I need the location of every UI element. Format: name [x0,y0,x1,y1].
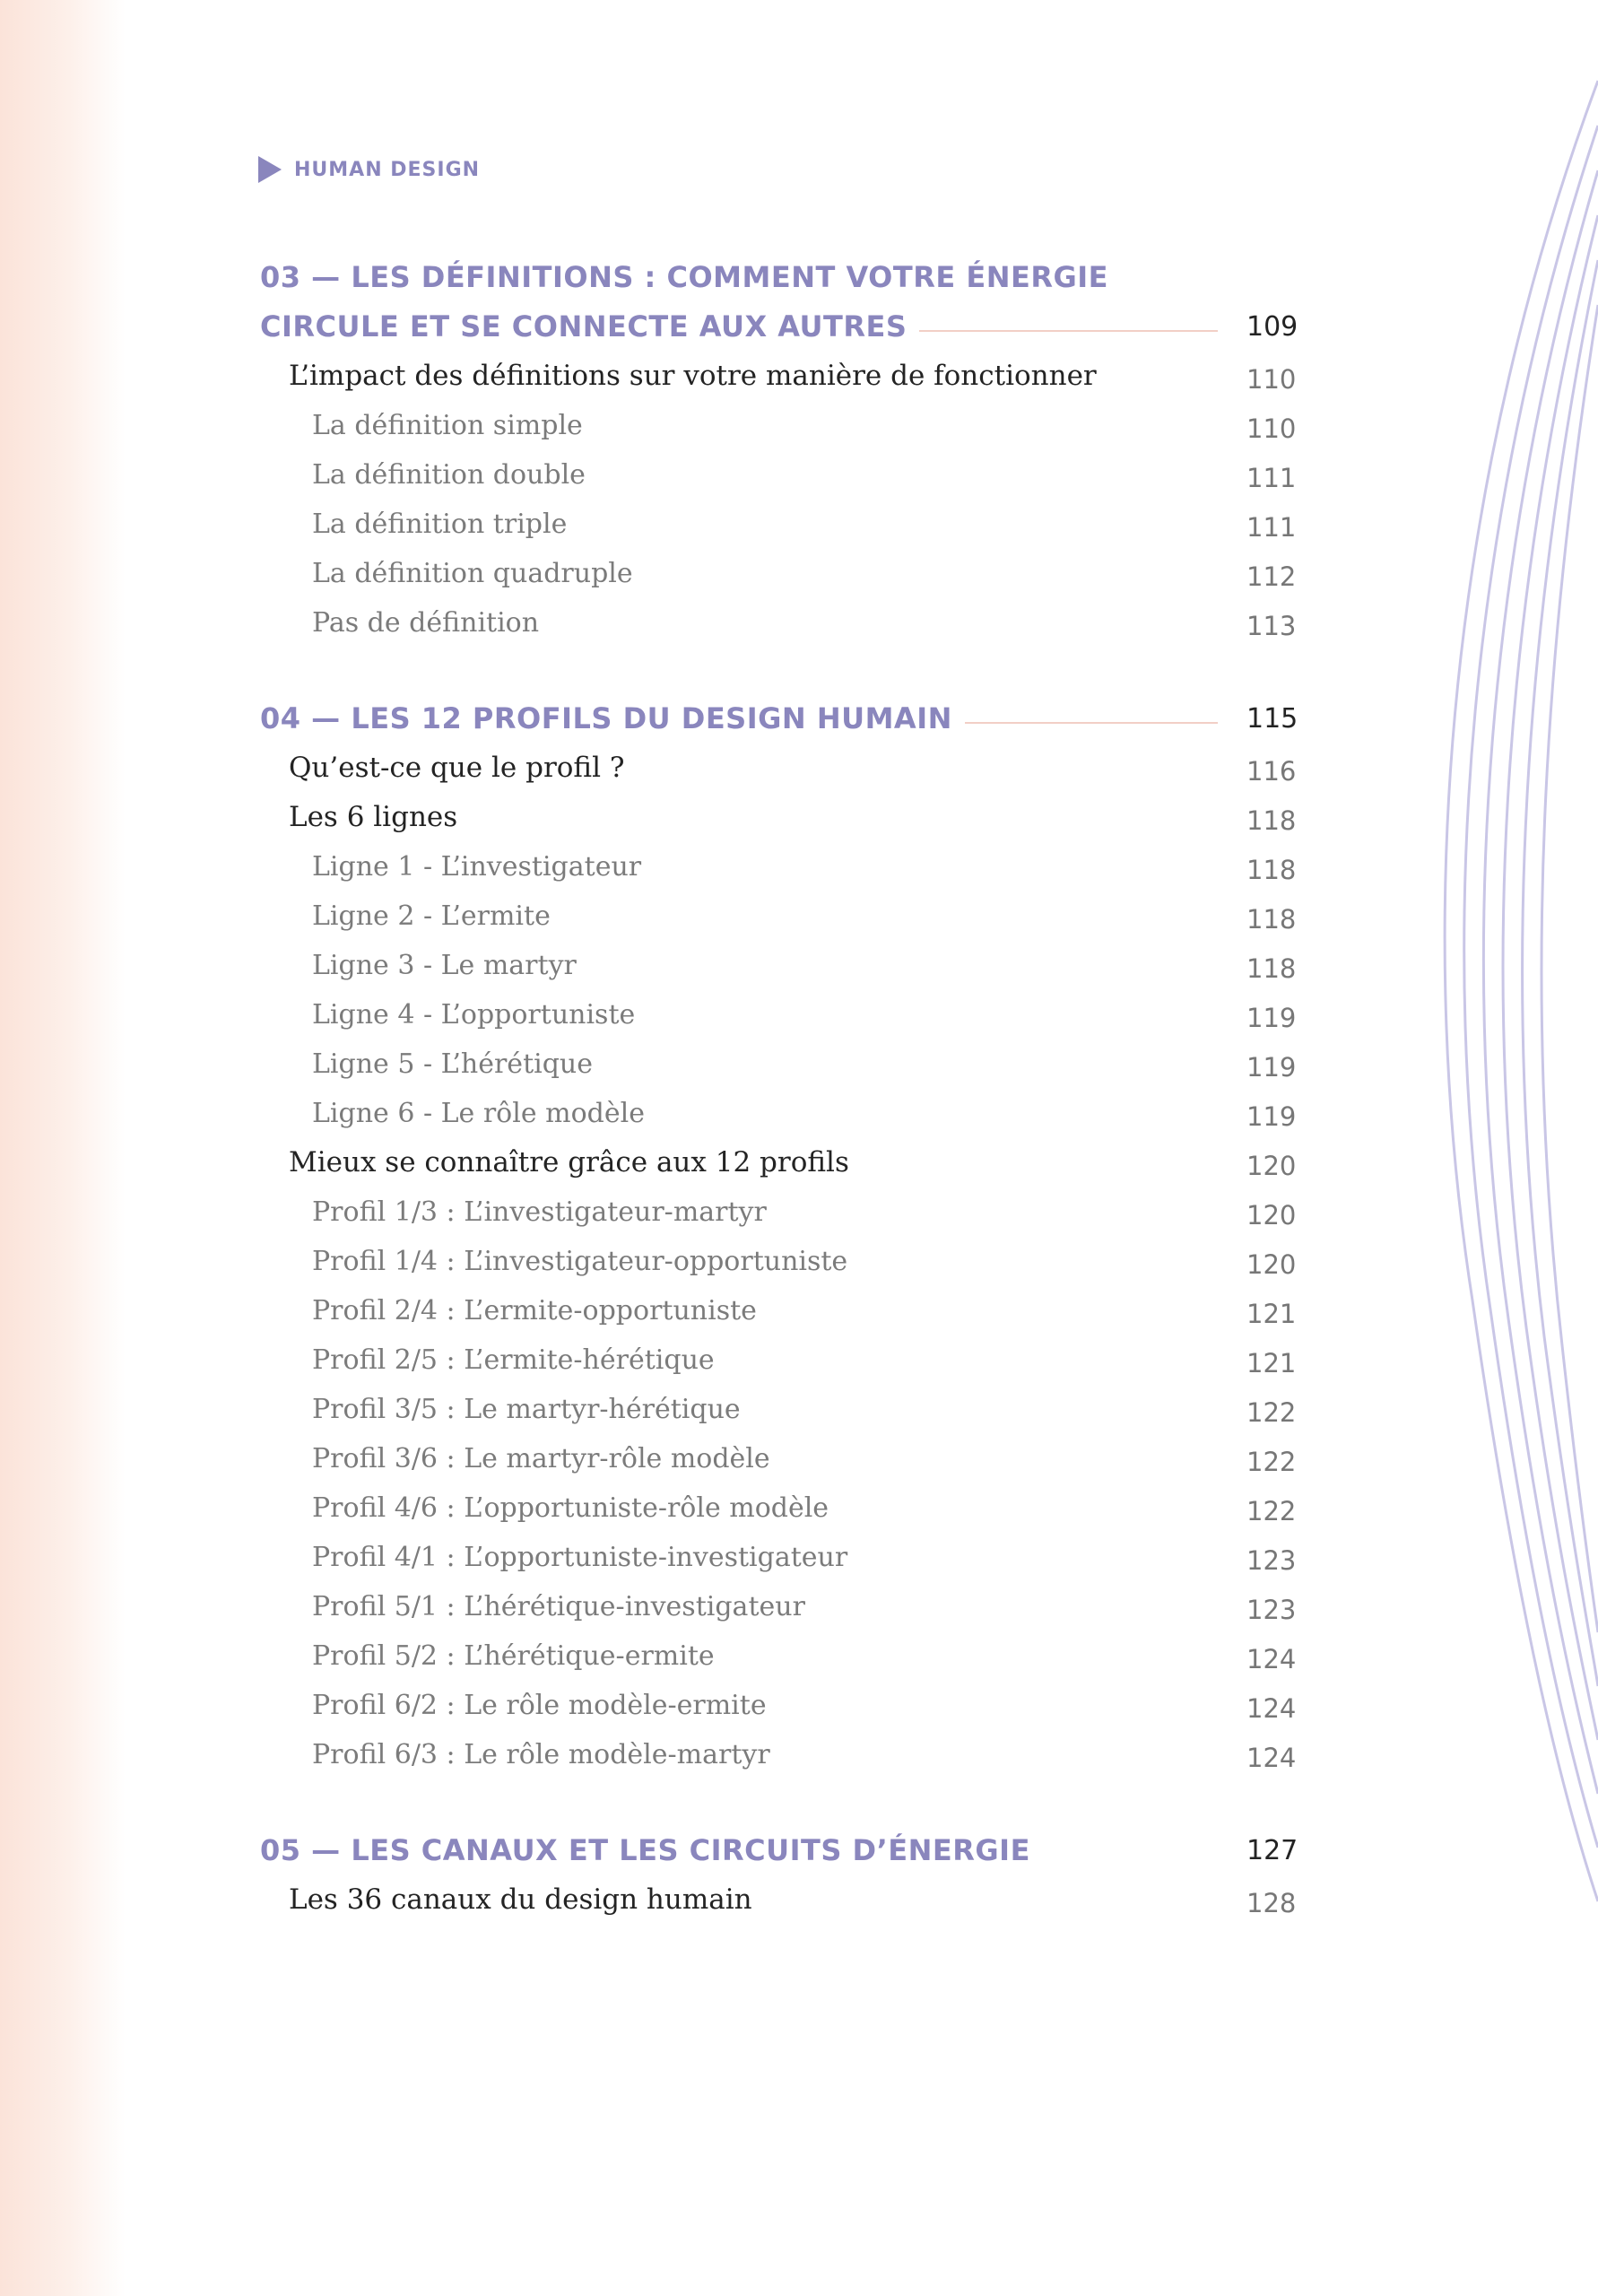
toc-subentry [260,1385,1318,1434]
toc-subentry [260,1582,1318,1631]
toc-subentry [260,1335,1318,1385]
entry-title: Profil 4/6 : L’opportuniste-rôle modèle [312,1492,829,1524]
entry-title: Profil 3/6 : Le martyr-rôle modèle [312,1443,770,1474]
entry-title: Ligne 4 - L’opportuniste [312,999,636,1031]
toc-entry [260,793,1318,842]
toc-subentry [260,891,1318,941]
entry-page-number: 112 [1246,561,1297,592]
chapter-03 [260,253,1318,648]
toc-subentry [260,598,1318,648]
entry-page-number: 110 [1246,413,1297,444]
chapter-heading [260,253,1318,352]
entry-title: Profil 3/5 : Le martyr-hérétique [312,1394,741,1425]
entry-title: Les 36 canaux du design humain [289,1883,752,1916]
decorative-wave-lines [1383,0,1598,2296]
entry-page-number: 118 [1246,953,1297,984]
running-head [258,156,480,183]
entry-page-number: 122 [1246,1496,1297,1526]
entry-page-number: 118 [1246,855,1297,885]
toc-entry [260,1875,1318,1925]
toc-subentry [260,1533,1318,1582]
entry-title: Ligne 3 - Le martyr [312,950,577,981]
entry-page-number: 121 [1246,1299,1297,1329]
toc-subentry [260,1730,1318,1779]
table-of-contents [260,253,1318,1925]
entry-title: Pas de définition [312,607,540,639]
toc-subentry [260,842,1318,891]
entry-page-number: 118 [1246,805,1297,836]
entry-page-number: 113 [1246,611,1297,641]
entry-page-number: 124 [1246,1743,1297,1773]
chapter-heading [260,1826,1318,1875]
entry-title: Ligne 1 - L’investigateur [312,851,642,883]
page-edge-tint [0,0,126,2296]
chapter-title-line1: 03 — LES DÉFINITIONS : COMMENT VOTRE ÉNERGIE [260,260,1108,294]
entry-title: Mieux se connaître grâce aux 12 profils [289,1146,849,1178]
toc-subentry [260,1039,1318,1089]
toc-subentry [260,1237,1318,1286]
entry-title: Qu’est-ce que le profil ? [289,752,625,784]
entry-page-number: 128 [1246,1888,1297,1918]
chapter-title-line2: CIRCULE ET SE CONNECTE AUX AUTRES [260,309,908,344]
running-head-label: HUMAN DESIGN [294,158,481,181]
entry-title: Profil 4/1 : L’opportuniste-investigateur [312,1542,848,1573]
toc-entry [260,1138,1318,1187]
entry-page-number: 119 [1246,1003,1297,1033]
entry-title: La définition simple [312,410,583,441]
entry-title: La définition double [312,459,586,491]
entry-page-number: 124 [1246,1693,1297,1724]
chapter-title: 04 — LES 12 PROFILS DU DESIGN HUMAIN [260,701,952,735]
entry-page-number: 122 [1246,1447,1297,1477]
entry-title: Profil 1/3 : L’investigateur-martyr [312,1196,767,1228]
entry-page-number: 120 [1246,1200,1297,1231]
entry-page-number: 123 [1246,1545,1297,1576]
chapter-04 [260,694,1318,1779]
toc-subentry [260,1286,1318,1335]
entry-page-number: 116 [1246,756,1297,787]
entry-page-number: 110 [1246,364,1297,395]
toc-subentry [260,1483,1318,1533]
entry-title: Ligne 2 - L’ermite [312,900,551,932]
chapter-page-number: 115 [1246,703,1298,735]
entry-title: Profil 2/4 : L’ermite-opportuniste [312,1295,757,1326]
chapter-page-number: 109 [1246,311,1298,343]
toc-subentry [260,401,1318,450]
toc-entry [260,744,1318,793]
entry-title: Profil 5/2 : L’hérétique-ermite [312,1640,715,1672]
toc-subentry [260,941,1318,990]
toc-subentry [260,1681,1318,1730]
triangle-bullet-icon [258,156,282,183]
leader-rule [965,722,1218,724]
entry-title: La définition quadruple [312,558,633,589]
entry-title: Ligne 5 - L’hérétique [312,1048,593,1080]
entry-title: Profil 2/5 : L’ermite-hérétique [312,1344,715,1376]
entry-page-number: 122 [1246,1397,1297,1428]
chapter-05 [260,1826,1318,1925]
toc-subentry [260,500,1318,549]
entry-page-number: 121 [1246,1348,1297,1378]
entry-page-number: 111 [1246,463,1297,493]
entry-page-number: 118 [1246,904,1297,935]
entry-title: Ligne 6 - Le rôle modèle [312,1098,645,1129]
chapter-title: 05 — LES CANAUX ET LES CIRCUITS D’ÉNERGIE [260,1833,1030,1867]
entry-title: Profil 6/3 : Le rôle modèle-martyr [312,1739,770,1770]
toc-subentry [260,1631,1318,1681]
toc-subentry [260,1434,1318,1483]
chapter-heading [260,694,1318,744]
toc-subentry [260,990,1318,1039]
toc-subentry [260,1089,1318,1138]
entry-title: Profil 1/4 : L’investigateur-opportuniste [312,1246,848,1277]
toc-entry [260,352,1318,401]
leader-rule [919,330,1218,332]
chapter-page-number: 127 [1246,1835,1298,1866]
entry-title: L’impact des définitions sur votre manière de fonctionner [289,360,1097,392]
entry-page-number: 124 [1246,1644,1297,1674]
entry-page-number: 119 [1246,1052,1297,1083]
entry-page-number: 120 [1246,1249,1297,1280]
toc-subentry [260,549,1318,598]
entry-page-number: 111 [1246,512,1297,543]
toc-subentry [260,450,1318,500]
entry-title: Profil 6/2 : Le rôle modèle-ermite [312,1690,767,1721]
entry-title: Profil 5/1 : L’hérétique-investigateur [312,1591,805,1622]
entry-page-number: 123 [1246,1595,1297,1625]
toc-subentry [260,1187,1318,1237]
entry-page-number: 119 [1246,1101,1297,1132]
entry-title: La définition triple [312,509,568,540]
entry-title: Les 6 lignes [289,801,458,833]
entry-page-number: 120 [1246,1151,1297,1181]
